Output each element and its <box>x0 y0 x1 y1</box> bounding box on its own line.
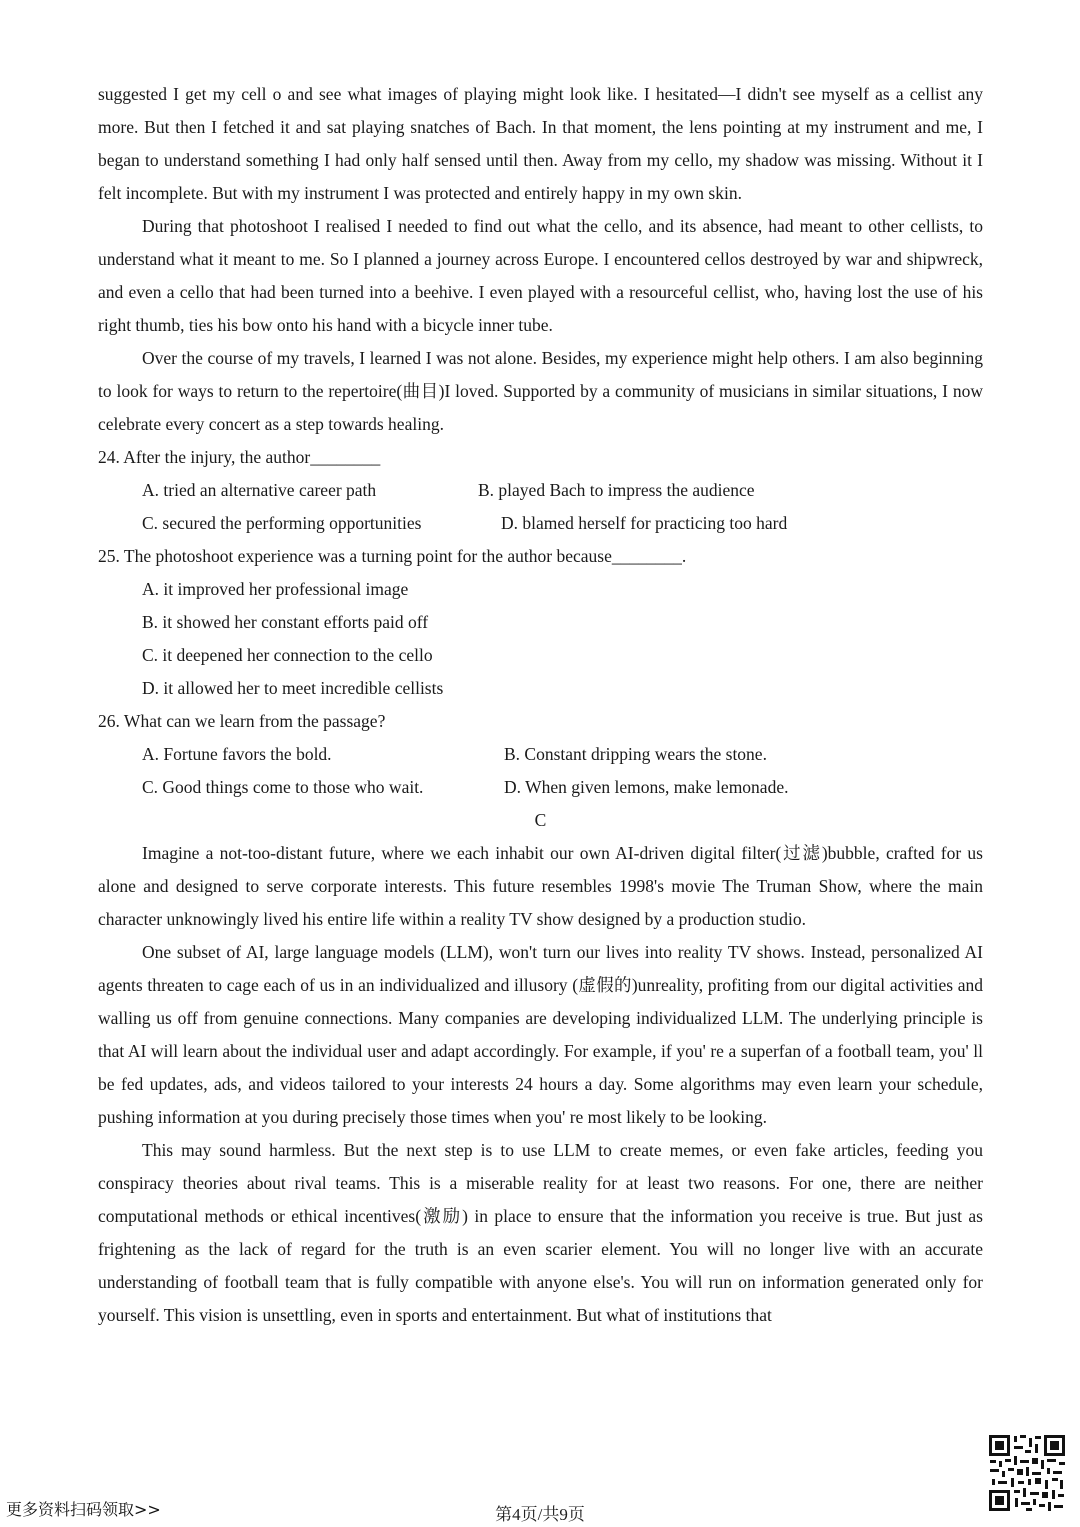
passage-c-paragraph-2: One subset of AI, large language models (LLM), won't turn our lives into reality TV shows. Instead, personalized AI agents threaten to cage each of us in an individualized and illusory (虚假的)unreality, profiting from our digital activities and walling us off from genuine connections. Many companies are developing individualized LLM. The underlying principle is that AI will learn about the individual user and adapt accordingly. For example, if you' re a superfan of a football team, you' ll be fed updates, ads, and videos tailored to your interests 24 hours a day. Some algorithms may even learn your schedule, pushing information at you during precisely those times when you' re most likely to be looking. <box>98 942 983 1127</box>
passage-c-heading: C <box>534 810 547 830</box>
question-26 <box>98 705 983 804</box>
question-24-options-row-1 <box>98 474 983 507</box>
exam-page-body <box>98 78 983 1332</box>
question-26-options-row-1 <box>98 738 983 771</box>
question-24-options-row-2 <box>98 507 983 540</box>
question-24-option-d: D. blamed herself for practicing too hard <box>501 513 788 533</box>
question-25-option-c: C. it deepened her connection to the cello <box>142 645 433 665</box>
more-resources-link[interactable]: 更多资料扫码领取>> <box>6 1500 161 1519</box>
question-24 <box>98 441 983 540</box>
question-24-option-b: B. played Bach to impress the audience <box>478 480 755 500</box>
question-26-stem: 26. What can we learn from the passage? <box>98 711 386 731</box>
question-25-option-b: B. it showed her constant efforts paid off <box>142 612 429 632</box>
question-25-option-a: A. it improved her professional image <box>142 579 409 599</box>
passage-b-paragraph-1: suggested I get my cell o and see what images of playing might look like. I hesitated—I didn't see myself as a cellist any more. But then I fetched it and sat playing snatches of Bach. In that moment, the lens pointing at my instrument and me, I began to understand something I had only half sensed until then. Away from my cello, my shadow was missing. Without it I felt incomplete. But with my instrument I was protected and entirely happy in my own skin. <box>98 84 983 203</box>
question-26-option-d: D. When given lemons, make lemonade. <box>504 777 789 797</box>
passage-b-paragraph-2: During that photoshoot I realised I needed to find out what the cello, and its absence, had meant to other cellists, to understand what it meant to me. So I planned a journey across Europe. I encountered cellos destroyed by war and shipwreck, and even a cello that had been turned into a beehive. I even played with a resourceful cellist, who, having lost the use of his right thumb, ties his bow onto his hand with a bicycle inner tube. <box>98 216 983 335</box>
question-26-option-a: A. Fortune favors the bold. <box>142 744 332 764</box>
question-25-stem: 25. The photoshoot experience was a turning point for the author because________. <box>98 546 687 566</box>
question-26-option-c: C. Good things come to those who wait. <box>142 777 424 797</box>
question-25-option-d: D. it allowed her to meet incredible cellists <box>142 678 444 698</box>
question-25 <box>98 540 983 705</box>
passage-b-paragraph-3: Over the course of my travels, I learned I was not alone. Besides, my experience might help others. I am also beginning to look for ways to return to the repertoire(曲目)I loved. Supported by a community of musicians in similar situations, I now celebrate every concert as a step towards healing. <box>98 348 983 434</box>
question-24-option-c: C. secured the performing opportunities <box>142 513 422 533</box>
question-26-option-b: B. Constant dripping wears the stone. <box>504 744 767 764</box>
passage-c-paragraph-1: Imagine a not-too-distant future, where we each inhabit our own AI-driven digital filter(过滤)bubble, crafted for us alone and designed to serve corporate interests. This future resembles 1998's movie The Truman Show, where the main character unknowingly lived his entire life within a reality TV show designed by a production studio. <box>98 843 983 929</box>
page-number: 第4页/共9页 <box>495 1505 585 1524</box>
question-24-stem: 24. After the injury, the author________ <box>98 447 381 467</box>
question-26-options-row-2 <box>98 771 983 804</box>
passage-c-paragraph-3: This may sound harmless. But the next step is to use LLM to create memes, or even fake articles, feeding you conspiracy theories about rival teams. This is a miserable reality for at least two reasons. For one, there are neither computational methods or ethical incentives(激励) in place to ensure that the information you receive is true. But just as frightening as the lack of regard for the truth is an even scarier element. You will no longer live with an accurate understanding of football team that is fully compatible with anyone else's. You will run on information generated only for yourself. This vision is unsettling, even in sports and entertainment. But what of institutions that <box>98 1140 983 1325</box>
question-24-option-a: A. tried an alternative career path <box>142 480 377 500</box>
